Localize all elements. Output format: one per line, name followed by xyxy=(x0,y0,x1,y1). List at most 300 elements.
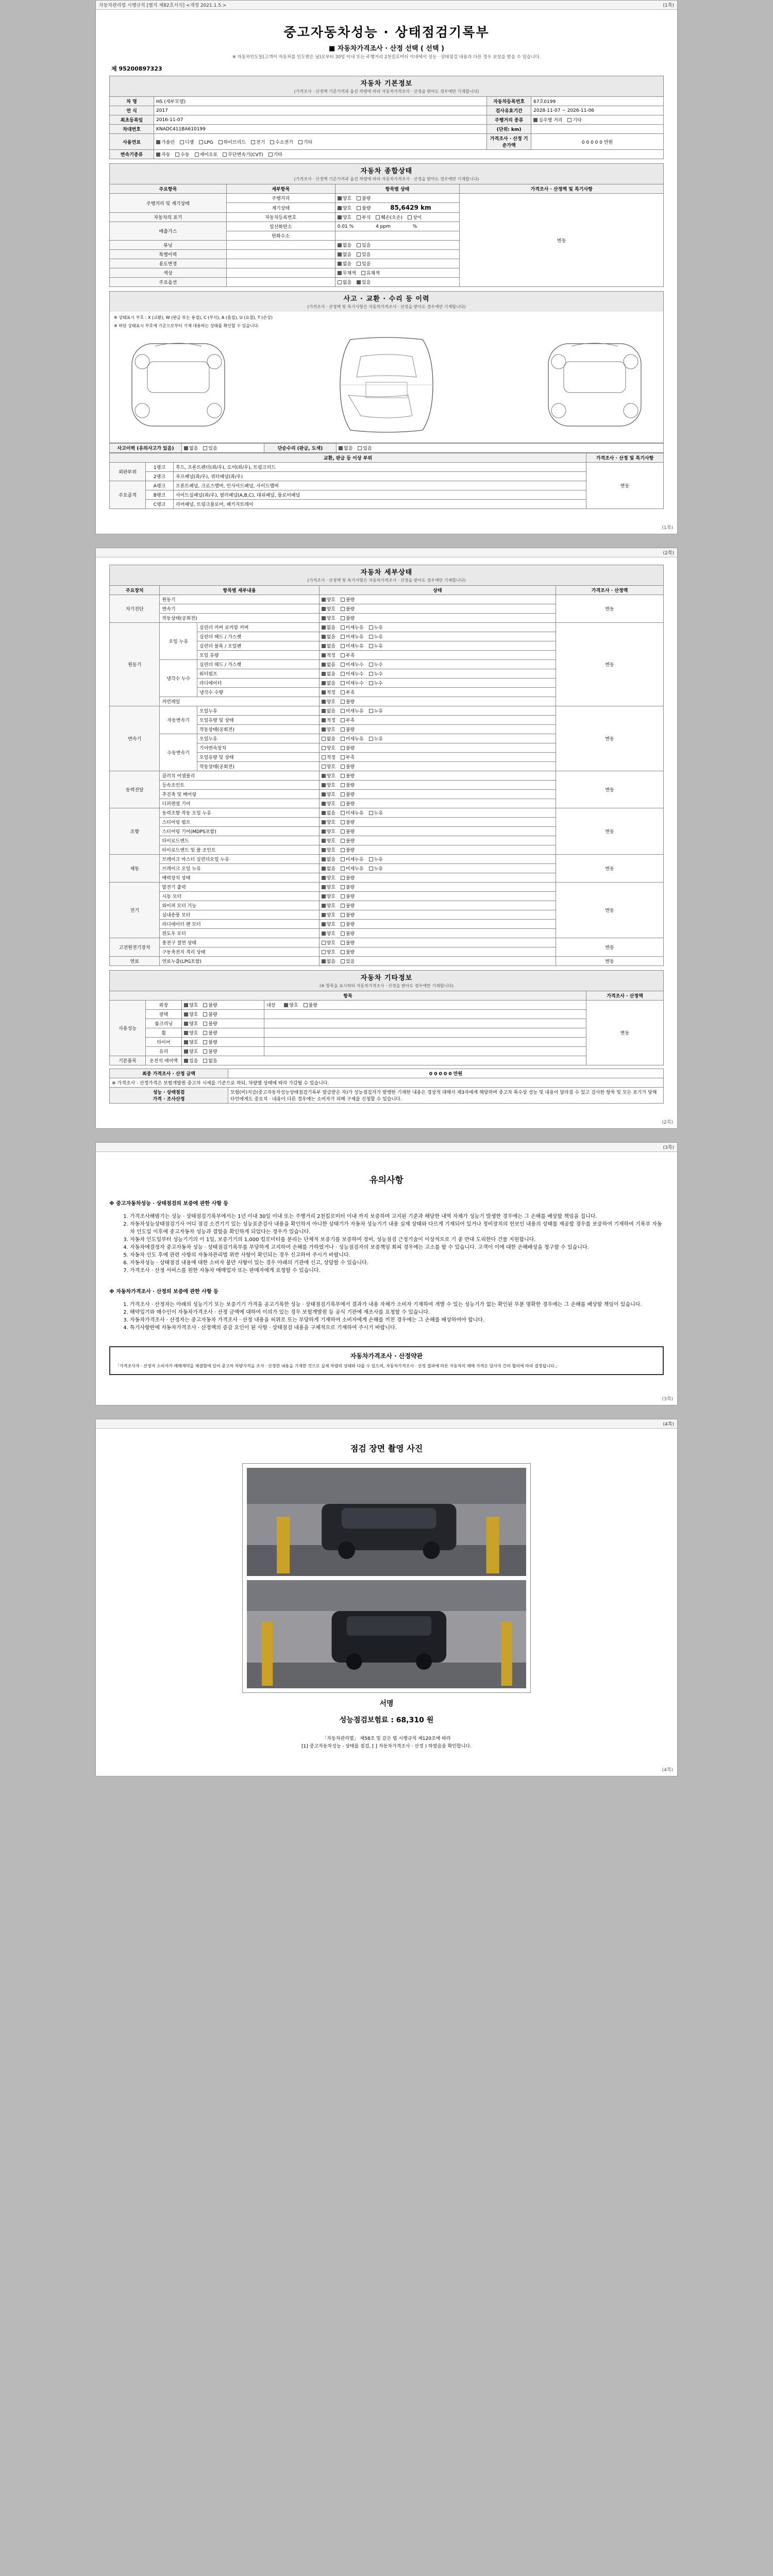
checkbox-p2-bad[interactable]: 불량 xyxy=(341,791,355,798)
detail-subgroup-auto: 자동변속기 xyxy=(160,706,197,734)
checkbox-accident-none[interactable]: 없음 xyxy=(184,445,198,451)
detail-state-b2 xyxy=(319,873,556,883)
parts-rank-b: B랭크 xyxy=(146,490,174,500)
checkbox-p1-bad[interactable]: 불량 xyxy=(341,782,355,788)
checkbox-t5-low[interactable]: 부족 xyxy=(341,754,355,760)
checkbox-t2-good[interactable]: 양호 xyxy=(322,726,335,733)
checkbox-s1-good[interactable]: 양호 xyxy=(322,819,335,825)
col-header-sub: 세부항목 xyxy=(226,184,335,194)
basic-info-table xyxy=(109,96,664,159)
other-state-polish xyxy=(182,1010,264,1019)
detail-group-transmission: 변속기 xyxy=(110,706,160,771)
detail-group-self-diagnosis: 자기진단 xyxy=(110,595,160,623)
detail-group-brake: 제동 xyxy=(110,855,160,883)
checkbox-repair-none[interactable]: 없음 xyxy=(339,445,352,451)
other-extra-polish xyxy=(264,1010,586,1019)
notice-list-2 xyxy=(109,1300,664,1331)
checkbox-e6-none[interactable]: 없음 xyxy=(322,680,335,686)
other-extra-tire xyxy=(264,1038,586,1047)
page-1-footer: (1쪽) xyxy=(662,526,673,531)
checkbox-e1-leak[interactable]: 누유 xyxy=(369,633,383,640)
checkbox-p0-good[interactable]: 양호 xyxy=(322,772,335,779)
checkbox-s0-leak[interactable]: 누유 xyxy=(369,809,383,816)
other-extra-cleaning xyxy=(264,1019,586,1028)
warranty-box xyxy=(109,1346,664,1375)
checkbox-s0-none[interactable]: 없음 xyxy=(322,809,335,816)
checkbox-e8-good[interactable]: 양호 xyxy=(322,698,335,705)
checkbox-tire-good[interactable]: 양호 xyxy=(184,1039,198,1045)
table-header-row xyxy=(110,991,664,1001)
table-row xyxy=(110,490,664,500)
detail-col-main: 주요장치 xyxy=(110,586,160,595)
checkbox-options-yes[interactable]: 있음 xyxy=(357,279,371,285)
row-state-co xyxy=(335,222,460,231)
checkbox-fuel-electric[interactable]: 전기 xyxy=(251,139,265,145)
checkbox-t1-ok[interactable]: 적정 xyxy=(322,717,335,723)
checkbox-hv0-good[interactable]: 양호 xyxy=(322,939,335,946)
notice-item: 6. 자동차성능 · 상태점검 내용에 대한 소비자 불만 사항이 있는 경우 아래의 기관에 신고, 상담할 수 있습니다. xyxy=(130,1258,664,1266)
notice-item: 3. 자동차가격조사 · 산정자는 중고자동차 가격조사 · 산정 내용을 허위로 또는 부당하게 기재하여 소비자에게 손해를 끼친 경우에는 그 손해를 배상하여야 합니다. xyxy=(130,1315,664,1323)
checkbox-p3-bad[interactable]: 불량 xyxy=(341,800,355,807)
checkbox-s3-good[interactable]: 양호 xyxy=(322,837,335,844)
row-state-hc xyxy=(335,231,460,241)
checkbox-e4-none[interactable]: 없음 xyxy=(322,661,335,668)
checkbox-options-none[interactable]: 없음 xyxy=(338,279,351,285)
other-item-polish: 광택 xyxy=(146,1010,182,1019)
checkbox-el0-bad[interactable]: 불량 xyxy=(341,884,355,890)
checkbox-marking-damage[interactable]: 훼손(오손) xyxy=(376,214,402,221)
checkbox-p2-good[interactable]: 양호 xyxy=(322,791,335,798)
table-row xyxy=(110,595,664,604)
checkbox-t1-low[interactable]: 부족 xyxy=(341,717,355,723)
row-label-marking: 자동차의 표기 xyxy=(110,213,227,222)
checkbox-e5-none[interactable]: 없음 xyxy=(322,670,335,677)
emission-co-value: 0.01 % xyxy=(337,224,354,229)
checkbox-s4-good[interactable]: 양호 xyxy=(322,846,335,853)
detail-item-el3: 실내송풍 모터 xyxy=(160,910,319,920)
detail-state-e5 xyxy=(319,669,556,679)
checkbox-el2-bad[interactable]: 불량 xyxy=(341,902,355,909)
checkbox-e6-leak[interactable]: 누수 xyxy=(369,680,383,686)
detail-state-el0 xyxy=(319,883,556,892)
detail-item-s2: 스티어링 기어(MDPS포함) xyxy=(160,827,319,836)
section-detail-sub: (가격조사 · 산정액 및 특기사항은 자동차가격조사 · 산정을 받아도 경우에만 기재합니다) xyxy=(307,578,466,583)
checkbox-el5-bad[interactable]: 불량 xyxy=(341,930,355,937)
checkbox-s4-bad[interactable]: 불량 xyxy=(341,846,355,853)
detail-state-b0 xyxy=(319,855,556,864)
checkbox-b1-none[interactable]: 없음 xyxy=(322,865,335,872)
detail-state-s3 xyxy=(319,836,556,845)
detail-col-state: 상태 xyxy=(319,586,556,595)
checkbox-fuel-other[interactable]: 기타 xyxy=(298,139,312,145)
diagram-legend-1: ※ 상태표시 부호 : X (교환), W (판금 또는 용접), C (부식), A (흠집), U (요철), T (손상) xyxy=(114,315,273,320)
row-sub-hc: 탄화수소 xyxy=(226,231,335,241)
checkbox-p3-good[interactable]: 양호 xyxy=(322,800,335,807)
detail-state-f0 xyxy=(319,957,556,966)
table-row xyxy=(110,1019,664,1028)
checkbox-t4-bad[interactable]: 불량 xyxy=(341,744,355,751)
notice-section-1-title: ※ 중고자동차성능 · 상태점검의 보증에 관한 사항 등 xyxy=(109,1201,229,1207)
accident-history-label: 사고이력 (유의사고가 있음) xyxy=(110,444,182,453)
field-value-vin: KNADC411BA610199 xyxy=(154,125,487,134)
detail-item-e8: 커먼레일 xyxy=(160,697,319,706)
detail-item-t5: 오일유량 및 상태 xyxy=(197,753,319,762)
checkbox-mileage-real[interactable]: 실주행 거리 xyxy=(533,116,562,123)
checkbox-fuel-hybrid[interactable]: 하이브리드 xyxy=(219,139,246,145)
checkbox-glass-bad[interactable]: 불량 xyxy=(203,1048,217,1055)
checkbox-e7-ok[interactable]: 적정 xyxy=(322,689,335,696)
detail-item-f0: 연료누출(LPG포함) xyxy=(160,957,319,966)
detail-state-e6 xyxy=(319,679,556,688)
checkbox-e6-micro[interactable]: 미세누수 xyxy=(341,680,364,686)
checkbox-marking-diff[interactable]: 상이 xyxy=(408,214,422,221)
checkbox-trans-other[interactable]: 기타 xyxy=(268,151,282,158)
table-row xyxy=(110,957,664,966)
warranty-title: 자동차가격조사 · 산정약관 xyxy=(350,1352,423,1360)
checkbox-t3-none[interactable]: 없음 xyxy=(322,735,335,742)
notice-item: 1. 가격조사 · 산정자는 아래의 성능기기 또는 보증기기 가격을 공고기록한 성능 · 상태점검기록부에서 결과가 내용 자체가 소비자 기재하여 개별 수 있는 성능기가 없는 확인된 부분 명확한 경우에는 그 손해를 배상할 책임이 있습니다. xyxy=(130,1300,664,1308)
checkbox-int-good[interactable]: 양호 xyxy=(284,1002,298,1008)
document-note: ※ 자동차인도일(고객이 자동차를 인도받은 날)로부터 30일 이내 또는 주행거리 2천킬로미터 이내에서 성능 · 상태점검 내용과 다른 경우 보상을 받을 수 있습니다. xyxy=(232,55,541,60)
checkbox-e0-micro[interactable]: 미세누유 xyxy=(341,624,364,631)
checkbox-trans-semi[interactable]: 세미오토 xyxy=(195,151,218,158)
checkbox-b1-leak[interactable]: 누유 xyxy=(369,865,383,872)
page-3-topbar xyxy=(96,1143,677,1152)
detail-state-hv0 xyxy=(319,938,556,947)
checkbox-el1-good[interactable]: 양호 xyxy=(322,893,335,900)
row-state-history xyxy=(335,250,460,259)
checkbox-cleaning-good[interactable]: 양호 xyxy=(184,1020,198,1027)
notice-item: 1. 가격조사해범기는 성능 · 상태점검기록부에서는 1년 이내 30일 이내 또는 주행거리 2천킬로미터 이내 까지 보증하며 고지된 기준과 해당한 내역 자체가 성능기 발생한 경우에는 그 손해를 배상할 책임을 집니다. xyxy=(130,1212,664,1219)
emission-hc-value: 4 ppm xyxy=(376,224,391,229)
checkbox-e3-ok[interactable]: 적정 xyxy=(322,652,335,658)
checkbox-marking-good[interactable]: 양호 xyxy=(338,214,351,221)
checkbox-e1-none[interactable]: 없음 xyxy=(322,633,335,640)
checkbox-t0-micro[interactable]: 미세누유 xyxy=(341,707,364,714)
field-value-transmission xyxy=(154,150,664,159)
detail-price-brake: 변동 xyxy=(556,855,664,883)
detail-item-s1: 스티어링 펌프 xyxy=(160,818,319,827)
detail-state-idle xyxy=(319,614,556,623)
checkbox-fuel-hydrogen[interactable]: 수소전기 xyxy=(270,139,293,145)
checkbox-b0-leak[interactable]: 누유 xyxy=(369,856,383,862)
detail-state-e4 xyxy=(319,660,556,669)
checkbox-mileage-bad[interactable]: 불량 xyxy=(357,195,371,201)
checkbox-glass-good[interactable]: 양호 xyxy=(184,1048,198,1055)
checkbox-b0-none[interactable]: 없음 xyxy=(322,856,335,862)
row-label-mileage-gauge: 주행거리 및 계기상태 xyxy=(110,194,227,213)
checkbox-fuel-lpg[interactable]: LPG xyxy=(199,140,213,145)
checkbox-e4-micro[interactable]: 미세누수 xyxy=(341,661,364,668)
parts-names-b: 사이드실패널(좌/우), 필러패널(A,B,C), 대쉬패널, 플로어패널 xyxy=(174,490,586,500)
checkbox-el3-good[interactable]: 양호 xyxy=(322,911,335,918)
checkbox-el4-good[interactable]: 양호 xyxy=(322,921,335,927)
checkbox-t0-none[interactable]: 없음 xyxy=(322,707,335,714)
notice-item: 7. 가격조사 · 산정 서비스를 원한 자동차 매매업자 또는 판매자에게 요청할 수 있습니다. xyxy=(130,1266,664,1274)
checkbox-tire-bad[interactable]: 불량 xyxy=(203,1039,217,1045)
detail-item-p1: 등속조인트 xyxy=(160,781,319,790)
accident-diagram-panel xyxy=(109,312,664,443)
checkbox-airbag-yes[interactable]: 있음 xyxy=(184,1057,198,1064)
checkbox-el4-bad[interactable]: 불량 xyxy=(341,921,355,927)
checkbox-marking-rust[interactable]: 부식 xyxy=(357,214,371,221)
checkbox-e0-leak[interactable]: 누유 xyxy=(369,624,383,631)
checkbox-b1-micro[interactable]: 미세누유 xyxy=(341,865,364,872)
checkbox-tuning-yes[interactable]: 있음 xyxy=(357,242,371,248)
parts-rank-1: 1랭크 xyxy=(146,463,174,472)
row-sub-color xyxy=(226,268,335,278)
detail-state-e2 xyxy=(319,641,556,651)
checkbox-el2-good[interactable]: 양호 xyxy=(322,902,335,909)
checkbox-p1-good[interactable]: 양호 xyxy=(322,782,335,788)
checkbox-s0-micro[interactable]: 미세누유 xyxy=(341,809,364,816)
field-value-mileage-unit xyxy=(531,125,664,134)
detail-subgroup-coolant: 냉각수 누수 xyxy=(160,660,197,697)
inspector-statement: 보험(비)지급(중고자동차성능상태점검기록부 발급받은 자)가 성능점검자가 발행한 기재한 내용은 경상적 대해서 제3자에게 해당하며 중고차 특수상 성능 및 내용이 달라질 수 있고 검사한 항목 및 모든 표기가 당해 타인에게도 중요치 · 내용이 다른 경우에는 소비자가 피해 구제를 신청할 수 있습니다. xyxy=(228,1088,664,1104)
detail-state-e3 xyxy=(319,651,556,660)
checkbox-fuel-diesel[interactable]: 디젤 xyxy=(180,139,194,145)
checkbox-trans-cvt[interactable]: 무단변속기(CVT) xyxy=(223,151,263,158)
checkbox-e0-none[interactable]: 없음 xyxy=(322,624,335,631)
detail-state-table xyxy=(109,585,664,966)
checkbox-accident-yes[interactable]: 있음 xyxy=(203,445,217,451)
other-item-airbag: 운전석 에어백 xyxy=(146,1056,182,1065)
checkbox-usechange-none[interactable]: 없음 xyxy=(338,260,351,267)
detail-item-idle: 작동상태(공회전) xyxy=(160,614,319,623)
checkbox-e1-micro[interactable]: 미세누유 xyxy=(341,633,364,640)
checkbox-wheel-good[interactable]: 양호 xyxy=(184,1029,198,1036)
checkbox-hv0-bad[interactable]: 불량 xyxy=(341,939,355,946)
checkbox-e4-leak[interactable]: 누수 xyxy=(369,661,383,668)
checkbox-s2-good[interactable]: 양호 xyxy=(322,828,335,835)
checkbox-el3-bad[interactable]: 불량 xyxy=(341,911,355,918)
checkbox-airbag-no[interactable]: 없음 xyxy=(203,1057,217,1064)
detail-price-engine: 변동 xyxy=(556,623,664,706)
detail-state-s1 xyxy=(319,818,556,827)
checkbox-hv1-bad[interactable]: 불량 xyxy=(341,948,355,955)
other-state-glass xyxy=(182,1047,264,1056)
detail-state-t1 xyxy=(319,716,556,725)
table-row xyxy=(110,771,664,781)
inspection-fee: 성능점검보험료 : 68,310 원 xyxy=(339,1716,434,1724)
other-item-ext: 외장 xyxy=(146,1001,182,1010)
checkbox-e5-micro[interactable]: 미세누수 xyxy=(341,670,364,677)
checkbox-sd-trans-bad[interactable]: 불량 xyxy=(341,605,355,612)
inspector-label-line1: 성능 · 상태점검 xyxy=(153,1090,185,1096)
checkbox-fuel-gasoline[interactable]: 가솔린 xyxy=(156,139,175,145)
checkbox-t3-leak[interactable]: 누유 xyxy=(369,735,383,742)
detail-state-engine xyxy=(319,595,556,604)
detail-state-p0 xyxy=(319,771,556,781)
overall-state-table xyxy=(109,184,664,287)
detail-item-el1: 시동 모터 xyxy=(160,892,319,901)
field-label-platenumber: 자동차등록번호 xyxy=(487,97,531,106)
page-title: 중고자동차성능 · 상태점검기록부 xyxy=(283,25,490,40)
checkbox-mileage-good[interactable]: 양호 xyxy=(338,195,351,201)
field-label-mileage-type: 주행거리 종류 xyxy=(487,115,531,125)
other-state-wheel xyxy=(182,1028,264,1038)
checkbox-e8-bad[interactable]: 불량 xyxy=(341,698,355,705)
checkbox-b2-good[interactable]: 양호 xyxy=(322,874,335,881)
detail-item-engine: 원동기 xyxy=(160,595,319,604)
checkbox-t4-good[interactable]: 양호 xyxy=(322,744,335,751)
checkbox-el0-good[interactable]: 양호 xyxy=(322,884,335,890)
checkbox-e2-leak[interactable]: 누유 xyxy=(369,642,383,649)
checkbox-f0-yes[interactable]: 있음 xyxy=(341,958,355,964)
detail-state-el5 xyxy=(319,929,556,938)
row-sub-marking: 자동차등록번호 xyxy=(226,213,335,222)
table-row xyxy=(110,500,664,509)
detail-state-t5 xyxy=(319,753,556,762)
row-label-history: 특별이력 xyxy=(110,250,227,259)
checkbox-color-chromatic[interactable]: 유채색 xyxy=(361,269,380,276)
section-overall-bar xyxy=(109,163,664,184)
section-overall-title: 자동차 종합상태 xyxy=(360,167,413,176)
other-item-cleaning: 룸크리닝 xyxy=(146,1019,182,1028)
checkbox-wheel-bad[interactable]: 불량 xyxy=(203,1029,217,1036)
detail-item-e5: 워터펌프 xyxy=(197,669,319,679)
table-row xyxy=(110,115,664,125)
checkbox-hv1-good[interactable]: 양호 xyxy=(322,948,335,955)
page-4-topbar xyxy=(96,1419,677,1429)
detail-item-b0: 브레이크 마스터 실린더오일 누유 xyxy=(160,855,319,864)
checkbox-e3-low[interactable]: 부족 xyxy=(341,652,355,658)
checkbox-polish-bad[interactable]: 불량 xyxy=(203,1011,217,1018)
other-item-tire: 타이어 xyxy=(146,1038,182,1047)
page-1-topbar xyxy=(96,1,677,10)
notice-item: 4. 자동차에결정자 중고자동차 성능 · 상태점검기록부를 부당하게 고지하여 손해를 가하였거나 · 성능점검자의 보증책임 회피 경우에는 고소를 할 수 있습니다. 고객이 이에 대한 손해배상을 청구할 수 있습니다. xyxy=(130,1243,664,1250)
checkbox-cleaning-bad[interactable]: 불량 xyxy=(203,1020,217,1027)
table-row xyxy=(110,106,664,115)
warranty-body: 「가격조사자 · 산정자 소비자가 매매계약을 체결함에 있어 중고차 차량가격을 조사 · 산정한 내용을 기재한 것으로 실제 차량의 상태와 다를 수 있으며, 자동차가격조사 · 산정 결과에 따른 자동차의 매매 가격은 당사자 간의 협의에 따라 결정됩니다.」 xyxy=(115,1364,560,1369)
checkbox-t2-bad[interactable]: 불량 xyxy=(341,726,355,733)
page-1 xyxy=(95,0,678,534)
mileage-value: 85,6429 km xyxy=(390,204,431,212)
detail-group-electric: 전기 xyxy=(110,883,160,938)
checkbox-t6-good[interactable]: 양호 xyxy=(322,763,335,770)
checkbox-e2-micro[interactable]: 미세누유 xyxy=(341,642,364,649)
section-basic-info-title: 자동차 기본정보 xyxy=(360,80,413,88)
checkbox-trans-auto[interactable]: 자동 xyxy=(156,151,170,158)
table-header-row xyxy=(110,586,664,595)
other-group-condition: 사용성능 xyxy=(110,1001,146,1056)
parts-rank-a: A랭크 xyxy=(146,481,174,490)
photo-panel xyxy=(242,1463,531,1693)
detail-state-t6 xyxy=(319,762,556,771)
field-value-mileage-type xyxy=(531,115,664,125)
detail-state-t4 xyxy=(319,743,556,753)
parts-group-frame: 주요골격 xyxy=(110,481,146,509)
checkbox-usechange-yes[interactable]: 있음 xyxy=(357,260,371,267)
final-price-label: 최종 가격조사 · 산정 금액 xyxy=(110,1069,228,1078)
checkbox-s3-bad[interactable]: 불량 xyxy=(341,837,355,844)
checkbox-b0-micro[interactable]: 미세누유 xyxy=(341,856,364,862)
notice-title: 유의사항 xyxy=(369,1175,404,1186)
page-2 xyxy=(95,548,678,1129)
table-row xyxy=(110,444,664,453)
detail-state-el3 xyxy=(319,910,556,920)
checkbox-gauge-good[interactable]: 양호 xyxy=(338,205,351,211)
parts-section-title: 교환, 판금 등 이상 부위 xyxy=(110,453,586,463)
field-value-fuel xyxy=(154,134,487,150)
checkbox-el5-good[interactable]: 양호 xyxy=(322,930,335,937)
checkbox-history-none[interactable]: 없음 xyxy=(338,251,351,258)
checkbox-s2-bad[interactable]: 불량 xyxy=(341,828,355,835)
checkbox-b2-bad[interactable]: 불량 xyxy=(341,874,355,881)
checkbox-e7-low[interactable]: 부족 xyxy=(341,689,355,696)
checkbox-ext-good[interactable]: 양호 xyxy=(184,1002,198,1008)
page-number-2: (2쪽) xyxy=(663,551,674,556)
row-sub-usechange xyxy=(226,259,335,268)
other-item-wheel: 휠 xyxy=(146,1028,182,1038)
checkbox-t0-leak[interactable]: 누유 xyxy=(369,707,383,714)
checkbox-tuning-none[interactable]: 없음 xyxy=(338,242,351,248)
accident-summary-table xyxy=(109,443,664,453)
checkbox-color-achromatic[interactable]: 무채색 xyxy=(338,269,356,276)
field-label-fuel: 사용연료 xyxy=(110,134,154,150)
form-reference: 자동차관리법 시행규칙 [별지 제82호서식] <개정 2021.1.5.> xyxy=(99,3,227,8)
checkbox-e2-none[interactable]: 없음 xyxy=(322,642,335,649)
other-col-price: 가격조사 · 산정액 xyxy=(586,991,664,1001)
table-header-row xyxy=(110,184,664,194)
checkbox-sd-idle-good[interactable]: 양호 xyxy=(322,615,335,621)
parts-rank-2: 2랭크 xyxy=(146,472,174,481)
field-value-first-registration: 2016-11-07 xyxy=(154,115,487,125)
detail-group-highvoltage: 고전원전기장치 xyxy=(110,938,160,957)
checkbox-int-bad[interactable]: 불량 xyxy=(304,1002,317,1008)
checkbox-trans-manual[interactable]: 수동 xyxy=(175,151,189,158)
checkbox-e5-leak[interactable]: 누수 xyxy=(369,670,383,677)
checkbox-f0-none[interactable]: 없음 xyxy=(322,958,335,964)
checkbox-polish-good[interactable]: 양호 xyxy=(184,1011,198,1018)
car-diagram-top-view xyxy=(312,333,461,436)
page-number-4: (4쪽) xyxy=(663,1421,674,1427)
detail-state-p1 xyxy=(319,781,556,790)
document-header xyxy=(109,22,664,60)
detail-state-e8 xyxy=(319,697,556,706)
detail-item-el0: 발전기 출력 xyxy=(160,883,319,892)
row-state-options xyxy=(335,278,460,287)
document-subtitle: ■ 자동차가격조사 · 산정 선택 ( 선택 ) xyxy=(328,45,445,53)
checkbox-t3-micro[interactable]: 미세누유 xyxy=(341,735,364,742)
table-row xyxy=(110,1069,664,1078)
detail-item-hv1: 구동축전지 격리 상태 xyxy=(160,947,319,957)
parts-price-header: 가격조사 · 산정 및 특기사항 xyxy=(586,453,664,463)
row-state-color xyxy=(335,268,460,278)
checkbox-repair-yes[interactable]: 있음 xyxy=(358,445,372,451)
table-row xyxy=(110,1088,664,1104)
checkbox-mileage-other[interactable]: 기타 xyxy=(567,116,581,123)
legal-footer xyxy=(109,1735,664,1751)
checkbox-s1-bad[interactable]: 불량 xyxy=(341,819,355,825)
checkbox-t5-ok[interactable]: 적정 xyxy=(322,754,335,760)
checkbox-gauge-bad[interactable]: 불량 xyxy=(357,205,371,211)
checkbox-el1-bad[interactable]: 불량 xyxy=(341,893,355,900)
page-3-footer: (3쪽) xyxy=(662,1396,673,1402)
checkbox-t6-bad[interactable]: 불량 xyxy=(341,763,355,770)
checkbox-sd-engine-bad[interactable]: 불량 xyxy=(341,596,355,603)
checkbox-ext-bad[interactable]: 불량 xyxy=(203,1002,217,1008)
checkbox-sd-trans-good[interactable]: 양호 xyxy=(322,605,335,612)
checkbox-p0-bad[interactable]: 불량 xyxy=(341,772,355,779)
checkbox-sd-idle-bad[interactable]: 불량 xyxy=(341,615,355,621)
detail-state-s4 xyxy=(319,845,556,855)
checkbox-history-yes[interactable]: 있음 xyxy=(357,251,371,258)
detail-group-steering: 조향 xyxy=(110,808,160,855)
detail-state-s2 xyxy=(319,827,556,836)
section-detail-title: 자동차 세부상태 xyxy=(360,569,413,577)
checkbox-sd-engine-good[interactable]: 양호 xyxy=(322,596,335,603)
